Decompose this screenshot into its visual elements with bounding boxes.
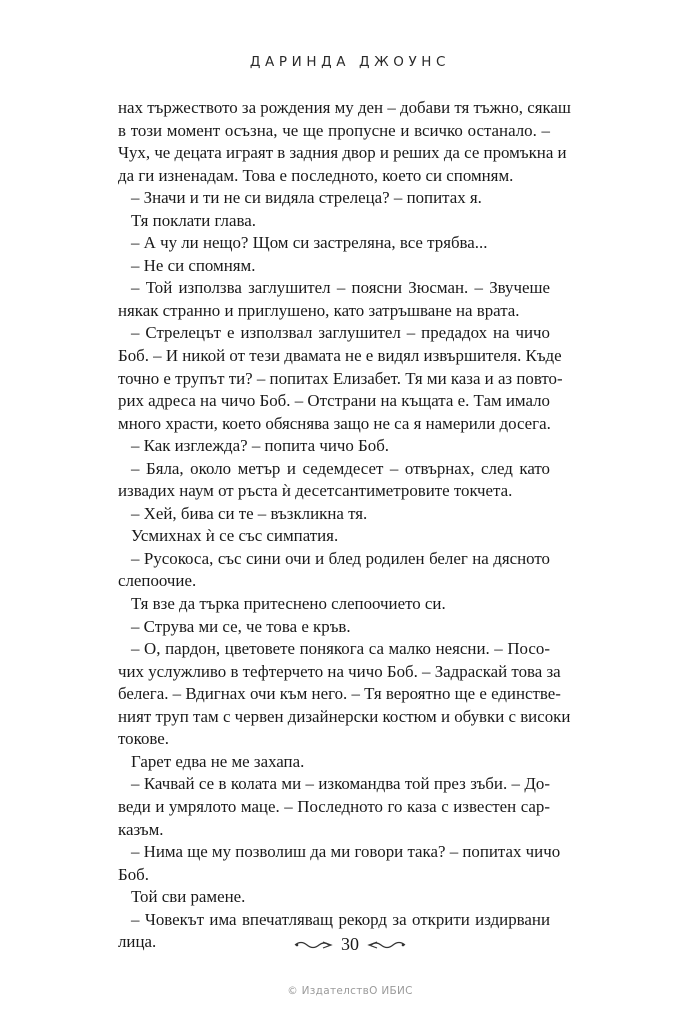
text-line: веди и умрялото маце. – Последното го каза с известен сар- [118, 796, 550, 816]
text-line: лица. [118, 932, 157, 952]
text-line: много храсти, което обяснява защо не са я намерили досега. [118, 413, 551, 433]
text-line: Той сви рамене. [131, 887, 246, 907]
text-line: някак странно и приглушено, като затръшване на врата. [118, 300, 520, 320]
text-line: – Хей, бива си те – възкликна тя. [131, 503, 368, 523]
text-line: Гарет едва не ме захапа. [131, 751, 305, 771]
flourish-right-icon [367, 939, 407, 951]
text-line: – Как изглежда? – попита чичо Боб. [131, 436, 390, 456]
text-line: – Качвай се в колата ми – изкомандва той през зъби. – До- [131, 774, 550, 794]
text-line: – Струва ми се, че това е кръв. [131, 616, 351, 636]
text-line: в този момент осъзна, че ще пропусне и всичко останало. – [118, 120, 550, 140]
text-line: точно е трупът ти? – попитах Елизабет. Тя ми каза и аз повто- [118, 368, 563, 388]
text-line: токове. [118, 729, 169, 749]
text-line: белега. – Вдигнах очи към него. – Тя вероятно ще е единстве- [118, 684, 561, 704]
text-line: рих адреса на чичо Боб. – Отстрани на къщата е. Там имало [118, 391, 550, 411]
publisher-watermark: © ИздателствО ИБИС [287, 985, 413, 997]
page-number: 30 [341, 934, 359, 954]
text-line: да ги изненадам. Това е последното, което си спомням. [118, 165, 514, 185]
text-line: – Нима ще му позволиш да ми говори така? – попитах чичо [131, 842, 561, 862]
text-line: Тя поклати глава. [131, 210, 256, 230]
text-line: Боб. – И никой от тези двамата не е видял извършителя. Къде [118, 346, 562, 366]
text-line: чих услужливо в тефтерчето на чичо Боб. – Задраскай това за [118, 661, 561, 681]
body-text [118, 97, 571, 954]
text-line: – Значи и ти не си видяла стрелеца? – попитах я. [131, 188, 482, 208]
text-line: извадих наум от ръста ѝ десетсантиметровите токчета. [118, 481, 513, 501]
text-line: – А чу ли нещо? Щом си застреляна, все трябва... [131, 233, 488, 253]
text-line: – Той използва заглушител – поясни Зюсман. – Звучеше [131, 278, 550, 298]
text-line: слепоочие. [118, 571, 197, 591]
text-line: ният труп там с червен дизайнерски костюм и обувки с високи [118, 706, 571, 726]
text-line: – Русокоса, със сини очи и блед родилен белег на дясното [131, 548, 550, 568]
text-line: нах тържеството за рождения му ден – добави тя тъжно, сякаш [118, 98, 571, 117]
running-head: ДАРИНДА ДЖОУНС [249, 54, 451, 70]
text-line: Тя взе да търка притеснено слепоочието си. [131, 594, 446, 614]
text-line: – Не си спомням. [131, 255, 256, 275]
text-line: – О, пардон, цветовете понякога са малко неясни. – Посо- [131, 639, 550, 659]
text-line: Усмихнах ѝ се със симпатия. [131, 526, 339, 546]
text-line: – Стрелецът е използвал заглушител – предадох на чичо [131, 323, 550, 343]
text-line: Чух, че децата играят в задния двор и реших да се промъкна и [118, 143, 567, 163]
page-folio [0, 934, 700, 955]
text-line: Боб. [118, 864, 149, 884]
text-line: – Бяла, около метър и седемдесет – отвърнах, след като [131, 458, 550, 478]
text-line: – Човекът има впечатляващ рекорд за открити издирвани [131, 909, 550, 929]
text-line: казъм. [118, 819, 164, 839]
flourish-left-icon [293, 939, 333, 951]
